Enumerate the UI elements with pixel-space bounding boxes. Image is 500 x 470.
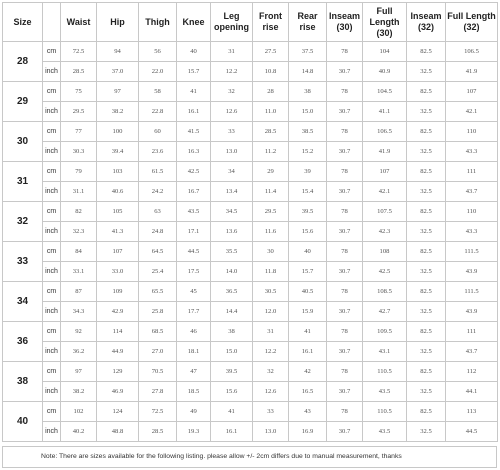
cell-knee: 47 <box>177 362 211 382</box>
cell-inseam-30: 30.7 <box>327 262 363 282</box>
cell-rear-rise: 15.7 <box>289 262 327 282</box>
header-size: Size <box>3 3 43 42</box>
cell-hip: 39.4 <box>97 142 139 162</box>
unit-label: inch <box>43 302 61 322</box>
cell-full-length-30: 41.1 <box>363 102 407 122</box>
cell-full-length-30: 104 <box>363 42 407 62</box>
cell-leg-opening: 31 <box>211 42 253 62</box>
cell-inseam-32: 82.5 <box>407 122 446 142</box>
cell-leg-opening: 13.6 <box>211 222 253 242</box>
cell-full-length-32: 41.9 <box>446 62 498 82</box>
cell-front-rise: 12.0 <box>253 302 289 322</box>
cell-thigh: 65.5 <box>139 282 177 302</box>
cell-inseam-30: 78 <box>327 42 363 62</box>
unit-label: inch <box>43 222 61 242</box>
cell-full-length-30: 104.5 <box>363 82 407 102</box>
table-row <box>3 62 498 82</box>
cell-inseam-32: 32.5 <box>407 182 446 202</box>
cell-front-rise: 28.5 <box>253 122 289 142</box>
cell-full-length-32: 42.1 <box>446 102 498 122</box>
table-row <box>3 202 498 222</box>
cell-front-rise: 11.4 <box>253 182 289 202</box>
cell-knee: 17.7 <box>177 302 211 322</box>
cell-front-rise: 29.5 <box>253 202 289 222</box>
cell-hip: 40.6 <box>97 182 139 202</box>
cell-knee: 19.3 <box>177 422 211 442</box>
cell-waist: 87 <box>61 282 97 302</box>
cell-knee: 18.1 <box>177 342 211 362</box>
cell-thigh: 61.5 <box>139 162 177 182</box>
cell-hip: 44.9 <box>97 342 139 362</box>
cell-full-length-32: 44.5 <box>446 422 498 442</box>
cell-inseam-30: 30.7 <box>327 142 363 162</box>
cell-leg-opening: 13.4 <box>211 182 253 202</box>
size-label: 40 <box>3 402 43 442</box>
unit-label: cm <box>43 42 61 62</box>
table-row <box>3 362 498 382</box>
table-row <box>3 242 498 262</box>
header-waist: Waist <box>61 3 97 42</box>
cell-thigh: 68.5 <box>139 322 177 342</box>
cell-full-length-32: 111 <box>446 322 498 342</box>
cell-waist: 75 <box>61 82 97 102</box>
cell-full-length-30: 41.9 <box>363 142 407 162</box>
cell-waist: 97 <box>61 362 97 382</box>
cell-rear-rise: 39 <box>289 162 327 182</box>
cell-leg-opening: 16.1 <box>211 422 253 442</box>
cell-front-rise: 30.5 <box>253 282 289 302</box>
cell-thigh: 28.5 <box>139 422 177 442</box>
cell-thigh: 60 <box>139 122 177 142</box>
cell-thigh: 23.6 <box>139 142 177 162</box>
table-row <box>3 342 498 362</box>
cell-full-length-32: 113 <box>446 402 498 422</box>
cell-front-rise: 31 <box>253 322 289 342</box>
size-label: 29 <box>3 82 43 122</box>
cell-leg-opening: 41 <box>211 402 253 422</box>
cell-thigh: 24.2 <box>139 182 177 202</box>
unit-label: inch <box>43 62 61 82</box>
cell-rear-rise: 15.2 <box>289 142 327 162</box>
cell-inseam-30: 30.7 <box>327 302 363 322</box>
cell-inseam-30: 30.7 <box>327 62 363 82</box>
cell-knee: 17.1 <box>177 222 211 242</box>
cell-waist: 34.3 <box>61 302 97 322</box>
size-label: 31 <box>3 162 43 202</box>
cell-inseam-32: 32.5 <box>407 302 446 322</box>
cell-inseam-30: 30.7 <box>327 222 363 242</box>
cell-waist: 32.3 <box>61 222 97 242</box>
cell-leg-opening: 14.0 <box>211 262 253 282</box>
cell-leg-opening: 35.5 <box>211 242 253 262</box>
unit-label: cm <box>43 242 61 262</box>
cell-knee: 17.5 <box>177 262 211 282</box>
header-knee: Knee <box>177 3 211 42</box>
cell-rear-rise: 16.1 <box>289 342 327 362</box>
cell-hip: 41.3 <box>97 222 139 242</box>
cell-inseam-30: 30.7 <box>327 182 363 202</box>
cell-inseam-32: 82.5 <box>407 82 446 102</box>
cell-rear-rise: 15.0 <box>289 102 327 122</box>
cell-leg-opening: 34 <box>211 162 253 182</box>
cell-thigh: 22.8 <box>139 102 177 122</box>
cell-hip: 94 <box>97 42 139 62</box>
unit-label: inch <box>43 382 61 402</box>
cell-inseam-32: 82.5 <box>407 162 446 182</box>
cell-hip: 107 <box>97 242 139 262</box>
cell-rear-rise: 14.8 <box>289 62 327 82</box>
cell-inseam-32: 82.5 <box>407 282 446 302</box>
cell-thigh: 58 <box>139 82 177 102</box>
cell-inseam-30: 78 <box>327 322 363 342</box>
cell-inseam-30: 30.7 <box>327 342 363 362</box>
unit-label: inch <box>43 142 61 162</box>
cell-front-rise: 11.6 <box>253 222 289 242</box>
cell-knee: 16.3 <box>177 142 211 162</box>
cell-thigh: 27.8 <box>139 382 177 402</box>
cell-leg-opening: 12.2 <box>211 62 253 82</box>
cell-knee: 18.5 <box>177 382 211 402</box>
cell-front-rise: 11.2 <box>253 142 289 162</box>
cell-rear-rise: 15.6 <box>289 222 327 242</box>
cell-leg-opening: 14.4 <box>211 302 253 322</box>
cell-inseam-30: 78 <box>327 202 363 222</box>
cell-knee: 41 <box>177 82 211 102</box>
cell-front-rise: 11.8 <box>253 262 289 282</box>
cell-knee: 44.5 <box>177 242 211 262</box>
cell-waist: 30.3 <box>61 142 97 162</box>
cell-hip: 103 <box>97 162 139 182</box>
table-row <box>3 382 498 402</box>
header-rear-rise: Rear rise <box>289 3 327 42</box>
table-row <box>3 142 498 162</box>
cell-full-length-32: 43.9 <box>446 302 498 322</box>
cell-knee: 40 <box>177 42 211 62</box>
unit-label: inch <box>43 342 61 362</box>
cell-inseam-30: 30.7 <box>327 422 363 442</box>
header-hip: Hip <box>97 3 139 42</box>
cell-full-length-32: 111.5 <box>446 242 498 262</box>
cell-full-length-32: 107 <box>446 82 498 102</box>
cell-front-rise: 32 <box>253 362 289 382</box>
table-row <box>3 422 498 442</box>
cell-hip: 124 <box>97 402 139 422</box>
cell-knee: 16.1 <box>177 102 211 122</box>
cell-leg-opening: 38 <box>211 322 253 342</box>
cell-inseam-32: 82.5 <box>407 242 446 262</box>
cell-full-length-32: 43.9 <box>446 262 498 282</box>
cell-rear-rise: 40.5 <box>289 282 327 302</box>
cell-hip: 48.8 <box>97 422 139 442</box>
cell-knee: 46 <box>177 322 211 342</box>
cell-inseam-32: 32.5 <box>407 382 446 402</box>
cell-thigh: 24.8 <box>139 222 177 242</box>
cell-rear-rise: 16.5 <box>289 382 327 402</box>
cell-full-length-30: 42.1 <box>363 182 407 202</box>
cell-inseam-30: 78 <box>327 282 363 302</box>
cell-full-length-32: 43.7 <box>446 342 498 362</box>
cell-inseam-32: 32.5 <box>407 102 446 122</box>
header-full-length-32: Full Length (32) <box>446 3 498 42</box>
cell-waist: 79 <box>61 162 97 182</box>
cell-waist: 82 <box>61 202 97 222</box>
cell-rear-rise: 37.5 <box>289 42 327 62</box>
header-leg-opening: Leg opening <box>211 3 253 42</box>
unit-label: cm <box>43 402 61 422</box>
cell-full-length-30: 42.3 <box>363 222 407 242</box>
cell-front-rise: 12.6 <box>253 382 289 402</box>
cell-waist: 102 <box>61 402 97 422</box>
cell-hip: 46.9 <box>97 382 139 402</box>
table-row <box>3 322 498 342</box>
cell-rear-rise: 38.5 <box>289 122 327 142</box>
header-inseam-32: Inseam (32) <box>407 3 446 42</box>
cell-inseam-32: 82.5 <box>407 362 446 382</box>
cell-inseam-30: 78 <box>327 362 363 382</box>
unit-label: cm <box>43 282 61 302</box>
cell-hip: 37.0 <box>97 62 139 82</box>
unit-label: inch <box>43 422 61 442</box>
size-label: 36 <box>3 322 43 362</box>
cell-rear-rise: 41 <box>289 322 327 342</box>
cell-front-rise: 29 <box>253 162 289 182</box>
header-front-rise: Front rise <box>253 3 289 42</box>
table-row <box>3 82 498 102</box>
unit-label: cm <box>43 362 61 382</box>
table-row <box>3 182 498 202</box>
cell-full-length-30: 107 <box>363 162 407 182</box>
cell-full-length-32: 111 <box>446 162 498 182</box>
cell-front-rise: 12.2 <box>253 342 289 362</box>
cell-full-length-30: 43.5 <box>363 382 407 402</box>
header-unit <box>43 3 61 42</box>
unit-label: cm <box>43 82 61 102</box>
cell-leg-opening: 32 <box>211 82 253 102</box>
cell-inseam-32: 32.5 <box>407 422 446 442</box>
cell-inseam-32: 82.5 <box>407 42 446 62</box>
unit-label: cm <box>43 162 61 182</box>
cell-leg-opening: 12.6 <box>211 102 253 122</box>
table-row <box>3 122 498 142</box>
cell-leg-opening: 36.5 <box>211 282 253 302</box>
unit-label: cm <box>43 322 61 342</box>
table-header <box>3 3 498 42</box>
cell-front-rise: 27.5 <box>253 42 289 62</box>
cell-inseam-30: 30.7 <box>327 102 363 122</box>
footnote: Note: There are sizes available for the following listing. please allow +/- 2cm differs due to manual measurement, thanks <box>2 446 497 468</box>
cell-full-length-30: 108 <box>363 242 407 262</box>
cell-inseam-32: 32.5 <box>407 222 446 242</box>
cell-rear-rise: 39.5 <box>289 202 327 222</box>
cell-hip: 109 <box>97 282 139 302</box>
cell-full-length-30: 40.9 <box>363 62 407 82</box>
cell-full-length-30: 42.5 <box>363 262 407 282</box>
cell-rear-rise: 15.4 <box>289 182 327 202</box>
cell-full-length-32: 43.3 <box>446 142 498 162</box>
cell-waist: 40.2 <box>61 422 97 442</box>
cell-thigh: 56 <box>139 42 177 62</box>
cell-leg-opening: 34.5 <box>211 202 253 222</box>
table-body <box>3 42 498 442</box>
cell-rear-rise: 15.9 <box>289 302 327 322</box>
cell-inseam-32: 32.5 <box>407 142 446 162</box>
table-row <box>3 302 498 322</box>
cell-thigh: 25.8 <box>139 302 177 322</box>
cell-hip: 100 <box>97 122 139 142</box>
cell-inseam-30: 78 <box>327 242 363 262</box>
cell-hip: 129 <box>97 362 139 382</box>
cell-waist: 77 <box>61 122 97 142</box>
cell-full-length-30: 43.1 <box>363 342 407 362</box>
cell-knee: 42.5 <box>177 162 211 182</box>
cell-full-length-32: 110 <box>446 122 498 142</box>
cell-leg-opening: 39.5 <box>211 362 253 382</box>
cell-waist: 33.1 <box>61 262 97 282</box>
cell-thigh: 64.5 <box>139 242 177 262</box>
cell-full-length-32: 44.1 <box>446 382 498 402</box>
cell-knee: 15.7 <box>177 62 211 82</box>
cell-inseam-32: 32.5 <box>407 262 446 282</box>
table-row <box>3 162 498 182</box>
table-row <box>3 262 498 282</box>
cell-waist: 92 <box>61 322 97 342</box>
cell-thigh: 25.4 <box>139 262 177 282</box>
cell-leg-opening: 13.0 <box>211 142 253 162</box>
cell-leg-opening: 15.0 <box>211 342 253 362</box>
cell-full-length-30: 43.5 <box>363 422 407 442</box>
cell-full-length-30: 110.5 <box>363 402 407 422</box>
cell-waist: 31.1 <box>61 182 97 202</box>
cell-full-length-30: 42.7 <box>363 302 407 322</box>
cell-full-length-32: 43.7 <box>446 182 498 202</box>
cell-hip: 42.9 <box>97 302 139 322</box>
table-row <box>3 402 498 422</box>
cell-inseam-32: 82.5 <box>407 402 446 422</box>
table-row <box>3 222 498 242</box>
cell-rear-rise: 16.9 <box>289 422 327 442</box>
table-row <box>3 42 498 62</box>
cell-inseam-30: 78 <box>327 402 363 422</box>
unit-label: inch <box>43 262 61 282</box>
unit-label: inch <box>43 182 61 202</box>
unit-label: cm <box>43 122 61 142</box>
cell-knee: 41.5 <box>177 122 211 142</box>
cell-hip: 114 <box>97 322 139 342</box>
cell-inseam-30: 78 <box>327 162 363 182</box>
cell-knee: 16.7 <box>177 182 211 202</box>
size-table <box>2 2 498 442</box>
size-label: 32 <box>3 202 43 242</box>
cell-knee: 43.5 <box>177 202 211 222</box>
cell-leg-opening: 15.6 <box>211 382 253 402</box>
cell-front-rise: 33 <box>253 402 289 422</box>
cell-front-rise: 30 <box>253 242 289 262</box>
cell-inseam-30: 78 <box>327 122 363 142</box>
size-label: 34 <box>3 282 43 322</box>
cell-waist: 72.5 <box>61 42 97 62</box>
cell-front-rise: 11.0 <box>253 102 289 122</box>
table-row <box>3 102 498 122</box>
cell-full-length-30: 109.5 <box>363 322 407 342</box>
size-label: 38 <box>3 362 43 402</box>
cell-front-rise: 10.8 <box>253 62 289 82</box>
cell-thigh: 22.0 <box>139 62 177 82</box>
cell-full-length-32: 110 <box>446 202 498 222</box>
cell-inseam-30: 78 <box>327 82 363 102</box>
cell-waist: 29.5 <box>61 102 97 122</box>
cell-hip: 105 <box>97 202 139 222</box>
cell-thigh: 63 <box>139 202 177 222</box>
header-row <box>3 3 498 42</box>
cell-hip: 33.0 <box>97 262 139 282</box>
cell-leg-opening: 33 <box>211 122 253 142</box>
cell-full-length-32: 111.5 <box>446 282 498 302</box>
cell-waist: 28.5 <box>61 62 97 82</box>
size-label: 33 <box>3 242 43 282</box>
size-label: 28 <box>3 42 43 82</box>
cell-full-length-30: 106.5 <box>363 122 407 142</box>
unit-label: cm <box>43 202 61 222</box>
cell-rear-rise: 43 <box>289 402 327 422</box>
cell-full-length-30: 107.5 <box>363 202 407 222</box>
cell-thigh: 27.0 <box>139 342 177 362</box>
cell-rear-rise: 38 <box>289 82 327 102</box>
cell-full-length-30: 108.5 <box>363 282 407 302</box>
cell-hip: 97 <box>97 82 139 102</box>
cell-thigh: 70.5 <box>139 362 177 382</box>
size-label: 30 <box>3 122 43 162</box>
table-row <box>3 282 498 302</box>
cell-knee: 45 <box>177 282 211 302</box>
cell-waist: 36.2 <box>61 342 97 362</box>
header-full-length-30: Full Length (30) <box>363 3 407 42</box>
cell-hip: 38.2 <box>97 102 139 122</box>
cell-inseam-32: 32.5 <box>407 342 446 362</box>
cell-inseam-32: 82.5 <box>407 322 446 342</box>
cell-rear-rise: 40 <box>289 242 327 262</box>
cell-inseam-30: 30.7 <box>327 382 363 402</box>
cell-inseam-32: 82.5 <box>407 202 446 222</box>
cell-inseam-32: 32.5 <box>407 62 446 82</box>
cell-waist: 84 <box>61 242 97 262</box>
cell-full-length-30: 110.5 <box>363 362 407 382</box>
cell-rear-rise: 42 <box>289 362 327 382</box>
cell-thigh: 72.5 <box>139 402 177 422</box>
header-inseam-30: Inseam (30) <box>327 3 363 42</box>
cell-front-rise: 13.0 <box>253 422 289 442</box>
header-thigh: Thigh <box>139 3 177 42</box>
cell-front-rise: 28 <box>253 82 289 102</box>
cell-full-length-32: 112 <box>446 362 498 382</box>
cell-waist: 38.2 <box>61 382 97 402</box>
cell-full-length-32: 106.5 <box>446 42 498 62</box>
unit-label: inch <box>43 102 61 122</box>
cell-knee: 49 <box>177 402 211 422</box>
cell-full-length-32: 43.3 <box>446 222 498 242</box>
